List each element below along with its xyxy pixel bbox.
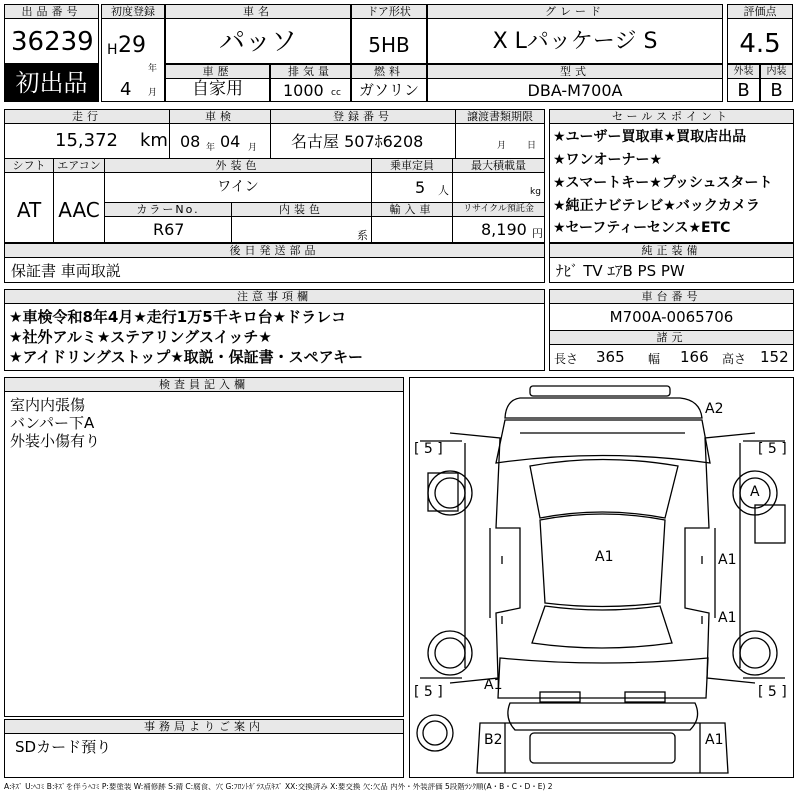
damage-mark-a1-left-rear: A1 xyxy=(484,677,503,693)
sales-point-item: ★スマートキー★プッシュスタート xyxy=(553,175,773,191)
later-parts-label: 後日発送部品 xyxy=(5,244,544,258)
interior-grade-box xyxy=(760,64,793,102)
transfer-day-unit: 日 xyxy=(527,141,537,151)
shift: AT xyxy=(16,198,42,222)
notes-box xyxy=(4,289,545,371)
model-code: DBA-M700A xyxy=(527,81,623,100)
chassis-number: M700A-0065706 xyxy=(609,308,734,326)
transfer-label: 譲渡書類期限 xyxy=(456,110,544,124)
equipment-label: 純正装備 xyxy=(550,244,793,258)
inspector-line: バンパー下A xyxy=(10,414,95,432)
later-parts-box xyxy=(4,243,545,283)
capacity-label: 乗車定員 xyxy=(372,159,452,173)
door-label: ドア形状 xyxy=(352,5,426,19)
damage-mark-a2: A2 xyxy=(705,401,724,417)
office-box xyxy=(4,719,404,778)
damage-mark-a1-roof: A1 xyxy=(595,549,614,565)
first-reg-box xyxy=(101,4,165,102)
ext-color: ワイン xyxy=(217,179,259,195)
sales-points-box xyxy=(549,109,794,243)
car-name-label: 車名 xyxy=(166,5,350,19)
load-label: 最大積載量 xyxy=(453,159,544,173)
capacity: 5 xyxy=(415,178,426,197)
fuel-label: 燃料 xyxy=(352,65,426,79)
exterior-grade-box xyxy=(727,64,760,102)
ac: AAC xyxy=(58,198,100,222)
note-line: ★社外アルミ★ステアリングスイッチ★ xyxy=(9,328,272,346)
first-listing-badge: 初出品 xyxy=(4,64,99,102)
inspection-year-unit: 年 xyxy=(206,143,216,153)
length: 365 xyxy=(596,348,625,366)
inspector-line: 外装小傷有り xyxy=(10,432,101,450)
sales-point-item: ★セーフティーセンス★ETC xyxy=(553,220,731,236)
car-name-box xyxy=(165,4,351,64)
reg-month-unit: 月 xyxy=(148,88,158,98)
fuel-box xyxy=(351,64,427,102)
damage-mark-a1-right-rear: A1 xyxy=(718,610,737,626)
chassis-box xyxy=(549,289,794,371)
exterior-grade: B xyxy=(737,80,750,101)
lot-number-label: 出品番号 xyxy=(5,5,98,19)
vehicle-info-block xyxy=(4,109,545,243)
reg-year: 29 xyxy=(118,33,146,58)
lot-number: 36239 xyxy=(11,27,94,57)
sales-point-item: ★ユーザー買取車★買取店出品 xyxy=(553,129,747,145)
ext-color-label: 外装色 xyxy=(105,159,371,173)
tire-depth-front-right: [ 5 ] xyxy=(758,441,787,457)
import-label: 輸入車 xyxy=(372,203,452,217)
capacity-unit: 人 xyxy=(438,184,449,197)
dimensions-label: 諸元 xyxy=(550,330,793,345)
inspector-label: 検査員記入欄 xyxy=(5,378,403,392)
transfer-month-unit: 月 xyxy=(497,141,507,151)
damage-mark-a-wheel: A xyxy=(750,484,760,500)
score: 4.5 xyxy=(739,29,781,59)
load-unit: kg xyxy=(530,187,541,197)
grade: X Lパッケージ S xyxy=(492,29,658,54)
note-line: ★車検令和8年4月★走行1万5千キロ台★ドラレコ xyxy=(9,308,347,326)
plate: 名古屋 507ﾎ6208 xyxy=(291,132,424,151)
chassis-label: 車台番号 xyxy=(550,290,793,304)
door-type: 5HB xyxy=(368,33,410,57)
mileage: 15,372 xyxy=(55,130,118,151)
inspection-year: 08 xyxy=(180,132,201,151)
interior-grade: B xyxy=(770,80,783,101)
equipment-value: ﾅﾋﾞ TV ｴｱB PS PW xyxy=(556,262,685,280)
displacement: 1000 xyxy=(283,81,324,100)
displacement-box xyxy=(270,64,351,102)
office-value: SDカード預り xyxy=(15,738,112,756)
color-no: R67 xyxy=(153,220,185,239)
legend: A:ｷｽﾞ U:ﾍｺﾐ B:ｷｽﾞを伴うﾍｺﾐ P:要塗装 W:補修跡 S:錆 C:腐食、穴 G:ﾌﾛﾝﾄｶﾞﾗｽ点ｷｽﾞ XX:交換済み X:要交換 欠:欠品 内外・外装評価 5段階ﾗﾝｸ順(A・B・C・D・E) 2 xyxy=(4,783,553,791)
ac-label: エアコン xyxy=(54,159,104,173)
lot-number-box xyxy=(4,4,99,64)
inspection-month: 04 xyxy=(220,132,241,151)
height-label: 高さ xyxy=(722,352,747,366)
car-name: パッソ xyxy=(218,27,297,57)
damage-mark-b2: B2 xyxy=(484,732,503,748)
displacement-label: 排気量 xyxy=(271,65,350,79)
reg-month: 4 xyxy=(120,79,132,100)
history: 自家用 xyxy=(192,79,243,99)
tire-depth-rear-left: [ 5 ] xyxy=(414,684,443,700)
sales-point-item: ★純正ナビテレビ★バックカメラ xyxy=(553,198,760,214)
height: 152 xyxy=(760,348,789,366)
notes-label: 注意事項欄 xyxy=(5,290,544,304)
mileage-unit: km xyxy=(140,130,168,151)
damage-mark-a1-bumper: A1 xyxy=(705,732,724,748)
score-box xyxy=(727,4,793,64)
inspection-month-unit: 月 xyxy=(248,143,258,153)
inspector-box xyxy=(4,377,404,717)
door-box xyxy=(351,4,427,64)
sales-point-item: ★ワンオーナー★ xyxy=(553,152,663,168)
later-parts-value: 保証書 車両取説 xyxy=(11,262,121,280)
equipment-box xyxy=(549,243,794,283)
note-line: ★アイドリングストップ★取説・保証書・スペアキー xyxy=(9,348,364,366)
era: H xyxy=(107,42,118,58)
recycle-unit: 円 xyxy=(532,227,543,240)
score-label: 評価点 xyxy=(728,5,792,19)
displacement-unit: cc xyxy=(331,88,341,98)
grade-label: グレード xyxy=(428,5,722,19)
tire-depth-front-left: [ 5 ] xyxy=(414,441,443,457)
grade-box xyxy=(427,4,723,64)
int-color-unit: 系 xyxy=(357,229,368,242)
shift-label: シフト xyxy=(5,159,53,173)
history-label: 車歴 xyxy=(166,65,269,79)
fuel: ガソリン xyxy=(358,81,419,99)
width-label: 幅 xyxy=(648,352,661,366)
interior-label: 内装 xyxy=(761,65,792,79)
sales-points-label: セールスポイント xyxy=(550,110,793,124)
plate-label: 登録番号 xyxy=(271,110,455,124)
recycle: 8,190 xyxy=(481,220,527,239)
color-no-label: カラーNo. xyxy=(105,203,231,217)
inspector-line: 室内内張傷 xyxy=(10,396,86,414)
reg-year-unit: 年 xyxy=(148,64,158,74)
recycle-label: リサイクル預託金 xyxy=(453,203,544,217)
width: 166 xyxy=(680,348,709,366)
model-code-label: 型式 xyxy=(428,65,722,79)
car-diagram-box xyxy=(409,377,794,778)
mileage-label: 走行 xyxy=(5,110,169,124)
length-label: 長さ xyxy=(554,352,579,366)
office-label: 事務局よりご案内 xyxy=(5,720,403,734)
inspection-label: 車検 xyxy=(170,110,270,124)
car-outline xyxy=(410,378,793,777)
tire-depth-rear-right: [ 5 ] xyxy=(758,684,787,700)
first-reg-label: 初度登録 xyxy=(102,5,164,19)
int-color-label: 内装色 xyxy=(232,203,371,217)
damage-mark-a1-right-door: A1 xyxy=(718,552,737,568)
model-code-box xyxy=(427,64,723,102)
exterior-label: 外装 xyxy=(728,65,759,79)
history-box xyxy=(165,64,270,102)
